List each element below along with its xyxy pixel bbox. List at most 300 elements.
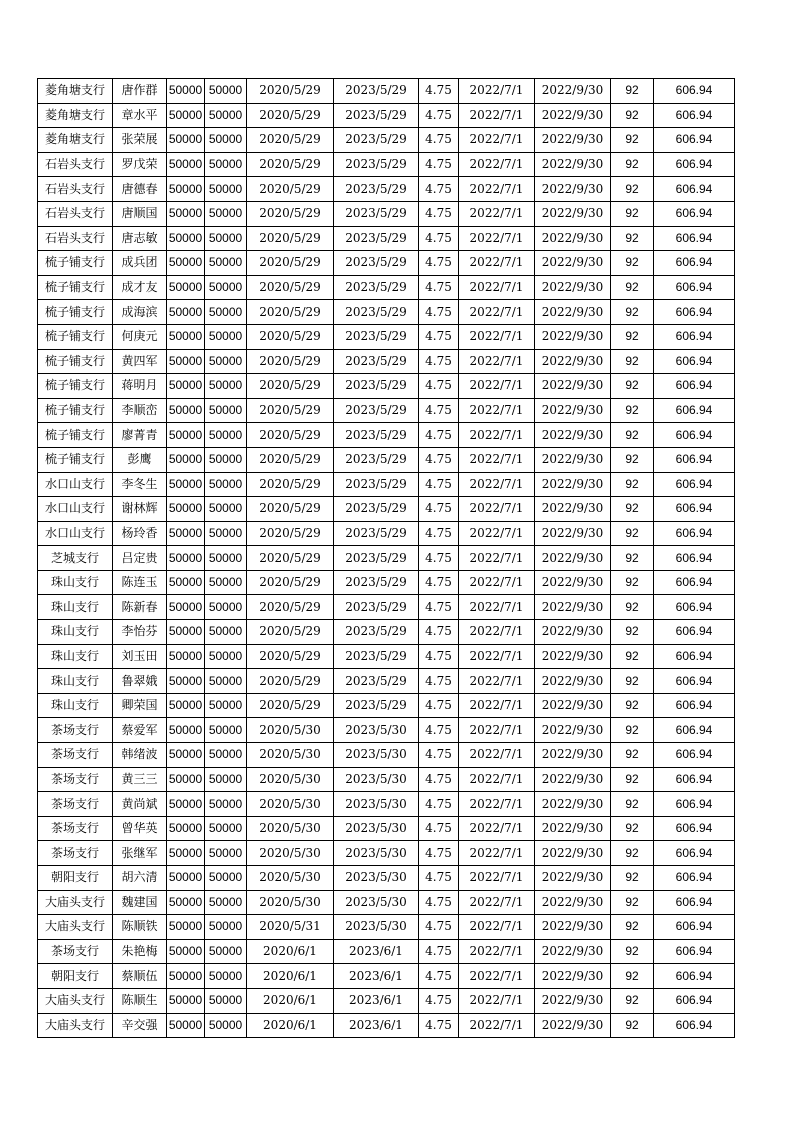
start-date-cell: 2020/5/29 <box>247 423 334 448</box>
maturity-date-cell: 2023/5/30 <box>334 841 419 866</box>
interest-amount-cell: 606.94 <box>654 988 735 1013</box>
balance-cell: 50000 <box>205 964 247 989</box>
period-start-cell: 2022/7/1 <box>459 915 535 940</box>
branch-cell: 珠山支行 <box>38 693 113 718</box>
period-start-cell: 2022/7/1 <box>459 841 535 866</box>
start-date-cell: 2020/5/29 <box>247 152 334 177</box>
balance-cell: 50000 <box>205 398 247 423</box>
start-date-cell: 2020/6/1 <box>247 964 334 989</box>
branch-cell: 朝阳支行 <box>38 964 113 989</box>
interest-amount-cell: 606.94 <box>654 226 735 251</box>
days-cell: 92 <box>611 300 654 325</box>
start-date-cell: 2020/5/29 <box>247 79 334 104</box>
table-row <box>38 693 735 718</box>
branch-cell: 水口山支行 <box>38 497 113 522</box>
table-row <box>38 374 735 399</box>
branch-cell: 梳子铺支行 <box>38 423 113 448</box>
interest-amount-cell: 606.94 <box>654 570 735 595</box>
loan-amount-cell: 50000 <box>167 964 205 989</box>
branch-cell: 珠山支行 <box>38 595 113 620</box>
balance-cell: 50000 <box>205 939 247 964</box>
interest-amount-cell: 606.94 <box>654 128 735 153</box>
table-row <box>38 841 735 866</box>
period-end-cell: 2022/9/30 <box>535 300 611 325</box>
days-cell: 92 <box>611 374 654 399</box>
table-row <box>38 103 735 128</box>
period-end-cell: 2022/9/30 <box>535 497 611 522</box>
maturity-date-cell: 2023/5/29 <box>334 251 419 276</box>
days-cell: 92 <box>611 103 654 128</box>
maturity-date-cell: 2023/5/29 <box>334 447 419 472</box>
start-date-cell: 2020/5/29 <box>247 201 334 226</box>
period-end-cell: 2022/9/30 <box>535 841 611 866</box>
table-row <box>38 669 735 694</box>
balance-cell: 50000 <box>205 595 247 620</box>
table-row <box>38 300 735 325</box>
maturity-date-cell: 2023/5/29 <box>334 620 419 645</box>
start-date-cell: 2020/5/29 <box>247 693 334 718</box>
interest-rate-cell: 4.75 <box>419 1013 459 1038</box>
balance-cell: 50000 <box>205 570 247 595</box>
period-end-cell: 2022/9/30 <box>535 226 611 251</box>
borrower-name-cell: 黄四军 <box>113 349 167 374</box>
interest-amount-cell: 606.94 <box>654 1013 735 1038</box>
start-date-cell: 2020/5/29 <box>247 546 334 571</box>
start-date-cell: 2020/5/29 <box>247 324 334 349</box>
period-end-cell: 2022/9/30 <box>535 718 611 743</box>
maturity-date-cell: 2023/5/29 <box>334 201 419 226</box>
period-end-cell: 2022/9/30 <box>535 546 611 571</box>
branch-cell: 大庙头支行 <box>38 988 113 1013</box>
period-start-cell: 2022/7/1 <box>459 669 535 694</box>
borrower-name-cell: 彭鹰 <box>113 447 167 472</box>
borrower-name-cell: 张荣展 <box>113 128 167 153</box>
balance-cell: 50000 <box>205 743 247 768</box>
borrower-name-cell: 蔡爱军 <box>113 718 167 743</box>
period-start-cell: 2022/7/1 <box>459 324 535 349</box>
loan-amount-cell: 50000 <box>167 693 205 718</box>
period-end-cell: 2022/9/30 <box>535 792 611 817</box>
maturity-date-cell: 2023/5/30 <box>334 792 419 817</box>
branch-cell: 大庙头支行 <box>38 1013 113 1038</box>
balance-cell: 50000 <box>205 669 247 694</box>
maturity-date-cell: 2023/5/29 <box>334 644 419 669</box>
loan-amount-cell: 50000 <box>167 128 205 153</box>
period-start-cell: 2022/7/1 <box>459 423 535 448</box>
loan-amount-cell: 50000 <box>167 866 205 891</box>
borrower-name-cell: 陈顺生 <box>113 988 167 1013</box>
maturity-date-cell: 2023/5/30 <box>334 767 419 792</box>
interest-amount-cell: 606.94 <box>654 841 735 866</box>
interest-amount-cell: 606.94 <box>654 620 735 645</box>
start-date-cell: 2020/5/29 <box>247 644 334 669</box>
interest-rate-cell: 4.75 <box>419 866 459 891</box>
period-start-cell: 2022/7/1 <box>459 152 535 177</box>
period-start-cell: 2022/7/1 <box>459 521 535 546</box>
borrower-name-cell: 李冬生 <box>113 472 167 497</box>
branch-cell: 珠山支行 <box>38 620 113 645</box>
interest-amount-cell: 606.94 <box>654 374 735 399</box>
days-cell: 92 <box>611 349 654 374</box>
loan-amount-cell: 50000 <box>167 472 205 497</box>
maturity-date-cell: 2023/6/1 <box>334 988 419 1013</box>
borrower-name-cell: 辛交强 <box>113 1013 167 1038</box>
loan-amount-cell: 50000 <box>167 300 205 325</box>
days-cell: 92 <box>611 398 654 423</box>
start-date-cell: 2020/5/29 <box>247 251 334 276</box>
period-start-cell: 2022/7/1 <box>459 374 535 399</box>
period-start-cell: 2022/7/1 <box>459 595 535 620</box>
borrower-name-cell: 罗戊荣 <box>113 152 167 177</box>
branch-cell: 水口山支行 <box>38 472 113 497</box>
interest-rate-cell: 4.75 <box>419 374 459 399</box>
period-start-cell: 2022/7/1 <box>459 300 535 325</box>
period-start-cell: 2022/7/1 <box>459 201 535 226</box>
interest-amount-cell: 606.94 <box>654 152 735 177</box>
days-cell: 92 <box>611 447 654 472</box>
period-end-cell: 2022/9/30 <box>535 79 611 104</box>
period-end-cell: 2022/9/30 <box>535 644 611 669</box>
loan-amount-cell: 50000 <box>167 595 205 620</box>
loan-amount-cell: 50000 <box>167 1013 205 1038</box>
maturity-date-cell: 2023/5/29 <box>334 152 419 177</box>
days-cell: 92 <box>611 251 654 276</box>
branch-cell: 梳子铺支行 <box>38 324 113 349</box>
balance-cell: 50000 <box>205 915 247 940</box>
period-start-cell: 2022/7/1 <box>459 570 535 595</box>
period-start-cell: 2022/7/1 <box>459 693 535 718</box>
period-end-cell: 2022/9/30 <box>535 177 611 202</box>
table-row <box>38 324 735 349</box>
branch-cell: 菱角塘支行 <box>38 128 113 153</box>
table-row <box>38 743 735 768</box>
table-body <box>38 79 735 1038</box>
period-start-cell: 2022/7/1 <box>459 472 535 497</box>
borrower-name-cell: 成海滨 <box>113 300 167 325</box>
maturity-date-cell: 2023/5/29 <box>334 275 419 300</box>
balance-cell: 50000 <box>205 472 247 497</box>
period-end-cell: 2022/9/30 <box>535 693 611 718</box>
branch-cell: 茶场支行 <box>38 767 113 792</box>
balance-cell: 50000 <box>205 497 247 522</box>
interest-amount-cell: 606.94 <box>654 915 735 940</box>
days-cell: 92 <box>611 275 654 300</box>
borrower-name-cell: 唐志敏 <box>113 226 167 251</box>
interest-amount-cell: 606.94 <box>654 497 735 522</box>
maturity-date-cell: 2023/5/30 <box>334 743 419 768</box>
maturity-date-cell: 2023/5/29 <box>334 374 419 399</box>
period-end-cell: 2022/9/30 <box>535 128 611 153</box>
interest-amount-cell: 606.94 <box>654 743 735 768</box>
borrower-name-cell: 杨玲香 <box>113 521 167 546</box>
period-start-cell: 2022/7/1 <box>459 620 535 645</box>
interest-rate-cell: 4.75 <box>419 79 459 104</box>
interest-rate-cell: 4.75 <box>419 595 459 620</box>
interest-rate-cell: 4.75 <box>419 792 459 817</box>
branch-cell: 石岩头支行 <box>38 201 113 226</box>
start-date-cell: 2020/5/30 <box>247 816 334 841</box>
loan-amount-cell: 50000 <box>167 669 205 694</box>
borrower-name-cell: 廖菁青 <box>113 423 167 448</box>
balance-cell: 50000 <box>205 1013 247 1038</box>
days-cell: 92 <box>611 152 654 177</box>
branch-cell: 珠山支行 <box>38 669 113 694</box>
maturity-date-cell: 2023/5/29 <box>334 226 419 251</box>
start-date-cell: 2020/5/30 <box>247 743 334 768</box>
table-row <box>38 644 735 669</box>
interest-amount-cell: 606.94 <box>654 103 735 128</box>
period-end-cell: 2022/9/30 <box>535 201 611 226</box>
loan-amount-cell: 50000 <box>167 79 205 104</box>
maturity-date-cell: 2023/5/29 <box>334 669 419 694</box>
maturity-date-cell: 2023/6/1 <box>334 1013 419 1038</box>
balance-cell: 50000 <box>205 767 247 792</box>
interest-amount-cell: 606.94 <box>654 816 735 841</box>
interest-amount-cell: 606.94 <box>654 866 735 891</box>
borrower-name-cell: 卿荣国 <box>113 693 167 718</box>
table-row <box>38 521 735 546</box>
loan-amount-cell: 50000 <box>167 620 205 645</box>
days-cell: 92 <box>611 767 654 792</box>
start-date-cell: 2020/5/29 <box>247 595 334 620</box>
period-end-cell: 2022/9/30 <box>535 251 611 276</box>
days-cell: 92 <box>611 128 654 153</box>
interest-rate-cell: 4.75 <box>419 128 459 153</box>
interest-rate-cell: 4.75 <box>419 620 459 645</box>
period-start-cell: 2022/7/1 <box>459 349 535 374</box>
start-date-cell: 2020/5/30 <box>247 718 334 743</box>
borrower-name-cell: 朱艳梅 <box>113 939 167 964</box>
borrower-name-cell: 张继军 <box>113 841 167 866</box>
branch-cell: 茶场支行 <box>38 743 113 768</box>
loan-amount-cell: 50000 <box>167 939 205 964</box>
interest-amount-cell: 606.94 <box>654 447 735 472</box>
start-date-cell: 2020/5/29 <box>247 128 334 153</box>
interest-amount-cell: 606.94 <box>654 939 735 964</box>
borrower-name-cell: 陈新春 <box>113 595 167 620</box>
interest-rate-cell: 4.75 <box>419 472 459 497</box>
table-row <box>38 866 735 891</box>
interest-rate-cell: 4.75 <box>419 570 459 595</box>
days-cell: 92 <box>611 890 654 915</box>
interest-rate-cell: 4.75 <box>419 423 459 448</box>
maturity-date-cell: 2023/5/29 <box>334 324 419 349</box>
interest-rate-cell: 4.75 <box>419 398 459 423</box>
period-end-cell: 2022/9/30 <box>535 1013 611 1038</box>
interest-amount-cell: 606.94 <box>654 275 735 300</box>
period-start-cell: 2022/7/1 <box>459 866 535 891</box>
period-end-cell: 2022/9/30 <box>535 866 611 891</box>
interest-rate-cell: 4.75 <box>419 177 459 202</box>
branch-cell: 珠山支行 <box>38 570 113 595</box>
branch-cell: 水口山支行 <box>38 521 113 546</box>
days-cell: 92 <box>611 718 654 743</box>
loan-amount-cell: 50000 <box>167 152 205 177</box>
borrower-name-cell: 蔡顺伍 <box>113 964 167 989</box>
period-start-cell: 2022/7/1 <box>459 767 535 792</box>
table-row <box>38 816 735 841</box>
days-cell: 92 <box>611 939 654 964</box>
days-cell: 92 <box>611 620 654 645</box>
interest-amount-cell: 606.94 <box>654 521 735 546</box>
branch-cell: 石岩头支行 <box>38 152 113 177</box>
table-row <box>38 890 735 915</box>
period-end-cell: 2022/9/30 <box>535 964 611 989</box>
days-cell: 92 <box>611 743 654 768</box>
interest-rate-cell: 4.75 <box>419 964 459 989</box>
period-start-cell: 2022/7/1 <box>459 743 535 768</box>
branch-cell: 茶场支行 <box>38 816 113 841</box>
maturity-date-cell: 2023/5/29 <box>334 595 419 620</box>
interest-rate-cell: 4.75 <box>419 349 459 374</box>
interest-amount-cell: 606.94 <box>654 398 735 423</box>
borrower-name-cell: 成才友 <box>113 275 167 300</box>
period-start-cell: 2022/7/1 <box>459 988 535 1013</box>
interest-rate-cell: 4.75 <box>419 890 459 915</box>
start-date-cell: 2020/5/29 <box>247 226 334 251</box>
period-start-cell: 2022/7/1 <box>459 79 535 104</box>
interest-amount-cell: 606.94 <box>654 251 735 276</box>
balance-cell: 50000 <box>205 251 247 276</box>
borrower-name-cell: 蒋明月 <box>113 374 167 399</box>
loan-amount-cell: 50000 <box>167 398 205 423</box>
branch-cell: 珠山支行 <box>38 644 113 669</box>
interest-amount-cell: 606.94 <box>654 349 735 374</box>
table-row <box>38 128 735 153</box>
maturity-date-cell: 2023/5/30 <box>334 816 419 841</box>
balance-cell: 50000 <box>205 374 247 399</box>
maturity-date-cell: 2023/5/29 <box>334 349 419 374</box>
borrower-name-cell: 刘玉田 <box>113 644 167 669</box>
interest-amount-cell: 606.94 <box>654 890 735 915</box>
loan-amount-cell: 50000 <box>167 251 205 276</box>
table-row <box>38 398 735 423</box>
days-cell: 92 <box>611 201 654 226</box>
period-end-cell: 2022/9/30 <box>535 620 611 645</box>
table-row <box>38 988 735 1013</box>
table-row <box>38 964 735 989</box>
table-row <box>38 447 735 472</box>
period-start-cell: 2022/7/1 <box>459 792 535 817</box>
maturity-date-cell: 2023/5/29 <box>334 398 419 423</box>
branch-cell: 菱角塘支行 <box>38 103 113 128</box>
period-end-cell: 2022/9/30 <box>535 472 611 497</box>
table-row <box>38 472 735 497</box>
branch-cell: 茶场支行 <box>38 939 113 964</box>
start-date-cell: 2020/5/29 <box>247 374 334 399</box>
loan-interest-table <box>37 78 735 1038</box>
start-date-cell: 2020/6/1 <box>247 939 334 964</box>
maturity-date-cell: 2023/6/1 <box>334 964 419 989</box>
table-row <box>38 275 735 300</box>
period-start-cell: 2022/7/1 <box>459 103 535 128</box>
borrower-name-cell: 李怡芬 <box>113 620 167 645</box>
balance-cell: 50000 <box>205 128 247 153</box>
loan-amount-cell: 50000 <box>167 570 205 595</box>
period-end-cell: 2022/9/30 <box>535 988 611 1013</box>
loan-amount-cell: 50000 <box>167 423 205 448</box>
table-row <box>38 792 735 817</box>
start-date-cell: 2020/5/29 <box>247 103 334 128</box>
period-start-cell: 2022/7/1 <box>459 644 535 669</box>
period-end-cell: 2022/9/30 <box>535 324 611 349</box>
table-row <box>38 546 735 571</box>
loan-amount-cell: 50000 <box>167 324 205 349</box>
table-row <box>38 177 735 202</box>
start-date-cell: 2020/5/29 <box>247 620 334 645</box>
days-cell: 92 <box>611 669 654 694</box>
branch-cell: 梳子铺支行 <box>38 300 113 325</box>
days-cell: 92 <box>611 472 654 497</box>
days-cell: 92 <box>611 497 654 522</box>
interest-rate-cell: 4.75 <box>419 226 459 251</box>
table-row <box>38 226 735 251</box>
table-row <box>38 251 735 276</box>
period-end-cell: 2022/9/30 <box>535 152 611 177</box>
interest-rate-cell: 4.75 <box>419 743 459 768</box>
table-row <box>38 570 735 595</box>
table-row <box>38 1013 735 1038</box>
start-date-cell: 2020/5/30 <box>247 767 334 792</box>
interest-rate-cell: 4.75 <box>419 546 459 571</box>
maturity-date-cell: 2023/5/29 <box>334 103 419 128</box>
period-end-cell: 2022/9/30 <box>535 275 611 300</box>
borrower-name-cell: 黄三三 <box>113 767 167 792</box>
period-end-cell: 2022/9/30 <box>535 423 611 448</box>
interest-amount-cell: 606.94 <box>654 472 735 497</box>
interest-amount-cell: 606.94 <box>654 595 735 620</box>
balance-cell: 50000 <box>205 792 247 817</box>
days-cell: 92 <box>611 226 654 251</box>
days-cell: 92 <box>611 915 654 940</box>
days-cell: 92 <box>611 79 654 104</box>
loan-amount-cell: 50000 <box>167 718 205 743</box>
maturity-date-cell: 2023/5/29 <box>334 128 419 153</box>
days-cell: 92 <box>611 546 654 571</box>
interest-amount-cell: 606.94 <box>654 324 735 349</box>
period-end-cell: 2022/9/30 <box>535 767 611 792</box>
loan-amount-cell: 50000 <box>167 743 205 768</box>
period-start-cell: 2022/7/1 <box>459 718 535 743</box>
days-cell: 92 <box>611 964 654 989</box>
period-end-cell: 2022/9/30 <box>535 349 611 374</box>
days-cell: 92 <box>611 521 654 546</box>
table-row <box>38 939 735 964</box>
period-end-cell: 2022/9/30 <box>535 398 611 423</box>
period-start-cell: 2022/7/1 <box>459 816 535 841</box>
period-end-cell: 2022/9/30 <box>535 570 611 595</box>
loan-amount-cell: 50000 <box>167 841 205 866</box>
maturity-date-cell: 2023/5/29 <box>334 693 419 718</box>
balance-cell: 50000 <box>205 152 247 177</box>
interest-rate-cell: 4.75 <box>419 152 459 177</box>
maturity-date-cell: 2023/6/1 <box>334 939 419 964</box>
branch-cell: 梳子铺支行 <box>38 275 113 300</box>
borrower-name-cell: 胡六清 <box>113 866 167 891</box>
maturity-date-cell: 2023/5/29 <box>334 177 419 202</box>
days-cell: 92 <box>611 570 654 595</box>
branch-cell: 朝阳支行 <box>38 866 113 891</box>
loan-amount-cell: 50000 <box>167 644 205 669</box>
balance-cell: 50000 <box>205 546 247 571</box>
interest-amount-cell: 606.94 <box>654 644 735 669</box>
loan-amount-cell: 50000 <box>167 767 205 792</box>
period-start-cell: 2022/7/1 <box>459 447 535 472</box>
interest-amount-cell: 606.94 <box>654 964 735 989</box>
balance-cell: 50000 <box>205 841 247 866</box>
interest-amount-cell: 606.94 <box>654 693 735 718</box>
balance-cell: 50000 <box>205 866 247 891</box>
